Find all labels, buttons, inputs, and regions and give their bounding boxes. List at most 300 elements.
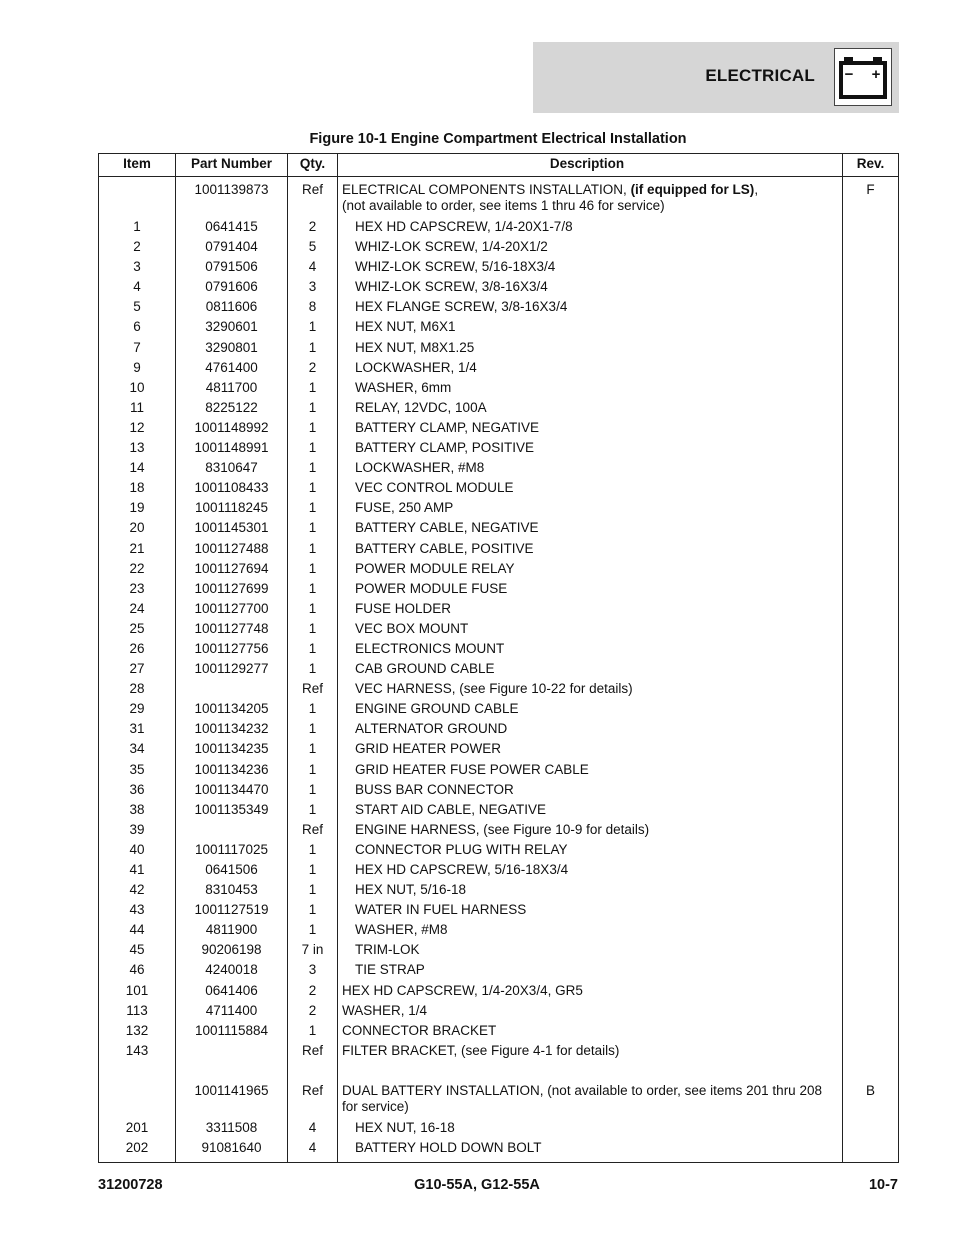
cell-qty: 1 xyxy=(308,460,317,476)
cell-part: 0791606 xyxy=(205,279,258,295)
cell-part: 91081640 xyxy=(201,1140,262,1156)
cell-description xyxy=(342,962,836,982)
cell-qty: 1 xyxy=(308,520,317,536)
cell-part: 0641506 xyxy=(205,862,258,877)
cell-item: 18 xyxy=(129,480,145,496)
cell-description xyxy=(342,219,836,239)
cell-description xyxy=(342,400,836,420)
cell-description xyxy=(342,1063,836,1083)
cell-item: 13 xyxy=(129,440,145,456)
description-text: GRID HEATER POWER xyxy=(355,741,502,757)
cell-qty: 1 xyxy=(308,721,317,737)
cell-item: 201 xyxy=(125,1119,149,1135)
cell-description xyxy=(342,500,836,520)
cell-part: 1001117025 xyxy=(194,841,269,857)
cell-qty: 1 xyxy=(308,902,317,918)
cell-description xyxy=(342,561,836,581)
cell-part: 1001118245 xyxy=(194,500,269,516)
cell-description xyxy=(342,641,836,661)
cell-qty: 1 xyxy=(308,319,317,335)
cell-qty: 7 in xyxy=(301,942,324,958)
cell-part: 0791506 xyxy=(205,259,258,275)
cell-description xyxy=(342,1043,836,1063)
cell-part: 0641406 xyxy=(205,982,258,998)
description-text: WASHER, 6mm xyxy=(355,379,452,395)
cell-part: 3311508 xyxy=(205,1119,258,1135)
description-text: BATTERY HOLD DOWN BOLT xyxy=(355,1140,542,1156)
description-text: VEC BOX MOUNT xyxy=(355,620,469,636)
description-text: WASHER, #M8 xyxy=(355,922,448,938)
cell-part: 1001127694 xyxy=(194,560,269,576)
cell-part: 3290601 xyxy=(205,319,258,335)
cell-rev xyxy=(843,762,898,782)
description-text: CONNECTOR PLUG WITH RELAY xyxy=(355,841,568,857)
cell-description xyxy=(342,520,836,540)
cell-qty: 1 xyxy=(308,801,317,817)
cell-description xyxy=(342,701,836,721)
cell-item: 34 xyxy=(129,741,145,757)
cell-item: 26 xyxy=(129,640,145,656)
cell-rev: F xyxy=(866,182,875,197)
cell-qty: Ref xyxy=(301,182,323,197)
header-rev: Rev. xyxy=(856,156,885,171)
cell-item: 202 xyxy=(125,1140,149,1156)
cell-qty: 2 xyxy=(308,219,317,234)
cell-rev xyxy=(843,862,898,882)
cell-rev xyxy=(843,259,898,279)
cell-description xyxy=(342,902,836,922)
cell-qty: 3 xyxy=(308,962,317,978)
cell-rev xyxy=(843,1003,898,1023)
cell-description xyxy=(342,621,836,641)
cell-item: 3 xyxy=(133,259,141,275)
cell-qty: 1 xyxy=(308,862,317,877)
cell-rev: B xyxy=(865,1082,875,1098)
cell-part: 1001134236 xyxy=(194,761,269,777)
cell-description xyxy=(342,983,836,1003)
cell-item: 27 xyxy=(129,661,145,677)
cell-rev xyxy=(843,420,898,440)
cell-rev xyxy=(843,922,898,942)
cell-qty: 1 xyxy=(308,580,317,596)
cell-description xyxy=(342,340,836,360)
cell-description xyxy=(342,360,836,380)
cell-part: 1001115884 xyxy=(194,1022,269,1038)
cell-description xyxy=(342,802,836,822)
cell-rev xyxy=(843,480,898,500)
cell-description xyxy=(342,741,836,761)
cell-description xyxy=(342,661,836,681)
description-text: WHIZ-LOK SCREW, 1/4-20X1/2 xyxy=(355,239,548,255)
cell-item: 19 xyxy=(129,500,145,516)
cell-description xyxy=(342,259,836,279)
cell-item: 20 xyxy=(129,520,145,536)
cell-item: 31 xyxy=(129,721,145,737)
cell-qty: 1 xyxy=(308,701,317,717)
description-text: ELECTRICAL COMPONENTS INSTALLATION, xyxy=(342,182,631,197)
description-text: HEX NUT, 5/16-18 xyxy=(355,882,467,898)
cell-description xyxy=(342,681,836,701)
cell-item: 46 xyxy=(129,962,145,978)
cell-part: 0791404 xyxy=(205,239,258,255)
description-text: BUSS BAR CONNECTOR xyxy=(355,781,514,797)
cell-rev xyxy=(843,340,898,360)
cell-rev xyxy=(843,721,898,741)
cell-part: 4811900 xyxy=(205,922,258,938)
cell-item: 9 xyxy=(133,359,141,375)
description-text: FILTER BRACKET, (see Figure 4-1 for details) xyxy=(342,1042,620,1058)
cell-rev xyxy=(843,1043,898,1063)
description-text: WATER IN FUEL HARNESS xyxy=(355,902,527,918)
cell-qty: 1 xyxy=(308,741,317,757)
cell-rev xyxy=(843,360,898,380)
cell-part: 1001134232 xyxy=(194,721,269,737)
rev-column xyxy=(843,177,898,1162)
cell-description xyxy=(342,762,836,782)
cell-qty: 1 xyxy=(308,399,317,415)
cell-rev xyxy=(843,319,898,339)
description-text: HEX HD CAPSCREW, 1/4-20X3/4, GR5 xyxy=(342,982,583,998)
cell-qty: 1 xyxy=(308,500,317,516)
cell-description xyxy=(342,279,836,299)
cell-description xyxy=(342,922,836,942)
cell-qty: 4 xyxy=(308,1140,317,1156)
cell-rev xyxy=(843,1023,898,1043)
cell-item: 6 xyxy=(133,319,141,335)
cell-item: 11 xyxy=(129,399,144,415)
cell-item: 29 xyxy=(129,701,145,717)
cell-part xyxy=(176,1043,287,1063)
cell-qty: Ref xyxy=(301,1082,323,1098)
cell-part: 1001134470 xyxy=(194,781,269,797)
description-text: LOCKWASHER, #M8 xyxy=(355,460,485,476)
cell-description xyxy=(342,1120,836,1140)
cell-qty: 1 xyxy=(308,640,317,656)
cell-item: 28 xyxy=(129,681,145,697)
cell-item: 45 xyxy=(129,942,145,958)
section-title: ELECTRICAL xyxy=(705,66,815,85)
cell-qty: 2 xyxy=(308,982,317,998)
cell-rev xyxy=(843,661,898,681)
cell-qty: 1 xyxy=(308,781,317,797)
battery-icon xyxy=(834,48,892,106)
parts-table xyxy=(98,153,899,1163)
cell-rev xyxy=(843,581,898,601)
cell-item: 143 xyxy=(125,1042,149,1058)
cell-qty: 8 xyxy=(308,299,317,315)
cell-part: 1001127519 xyxy=(194,902,269,918)
cell-part: 8310453 xyxy=(205,882,258,898)
cell-part: 4761400 xyxy=(205,359,258,375)
cell-description xyxy=(342,822,836,842)
cell-description xyxy=(342,480,836,500)
cell-qty: 5 xyxy=(308,239,317,255)
cell-part: 1001135349 xyxy=(194,801,269,817)
battery-icon-graphic xyxy=(835,49,891,105)
cell-part: 1001127748 xyxy=(194,620,269,636)
cell-description xyxy=(342,1023,836,1043)
cell-item: 44 xyxy=(129,922,145,938)
description-text: START AID CABLE, NEGATIVE xyxy=(355,801,547,817)
description-text: HEX NUT, M6X1 xyxy=(355,319,456,335)
cell-description xyxy=(342,1083,836,1120)
description-text: FUSE HOLDER xyxy=(355,600,452,616)
cell-part xyxy=(176,822,287,842)
qty-column xyxy=(288,177,338,1162)
cell-part: 3290801 xyxy=(205,339,258,355)
cell-rev xyxy=(843,962,898,982)
cell-qty: Ref xyxy=(301,821,323,837)
battery-plus-sign: + xyxy=(871,66,881,83)
description-text: CAB GROUND CABLE xyxy=(355,661,495,677)
description-text: DUAL BATTERY INSTALLATION, (not available to order, see items 201 thru 208 for service) xyxy=(342,1082,822,1114)
description-text: WHIZ-LOK SCREW, 5/16-18X3/4 xyxy=(355,259,556,275)
cell-part: 1001127488 xyxy=(194,540,269,556)
cell-item xyxy=(99,1083,175,1120)
cell-item: 1 xyxy=(133,219,141,234)
cell-rev xyxy=(843,802,898,822)
cell-rev xyxy=(843,782,898,802)
description-text: HEX NUT, M8X1.25 xyxy=(355,339,475,355)
cell-description xyxy=(342,782,836,802)
cell-qty: 4 xyxy=(308,259,317,275)
cell-rev xyxy=(843,299,898,319)
cell-rev xyxy=(843,1063,898,1083)
cell-part: 8225122 xyxy=(205,399,258,415)
cell-rev xyxy=(843,902,898,922)
description-text: HEX NUT, 16-18 xyxy=(355,1119,455,1135)
header-part-number: Part Number xyxy=(176,154,288,176)
part-number-column xyxy=(176,177,288,1162)
description-text: TRIM-LOK xyxy=(355,942,420,958)
cell-rev xyxy=(843,601,898,621)
cell-item: 113 xyxy=(126,1002,148,1018)
cell-qty: 1 xyxy=(308,761,317,777)
cell-qty: 1 xyxy=(308,600,317,616)
cell-rev xyxy=(843,440,898,460)
cell-qty: 1 xyxy=(308,540,317,556)
description-bold-note: (if equipped for LS) xyxy=(630,182,755,197)
cell-qty: 1 xyxy=(308,339,317,355)
cell-rev xyxy=(843,621,898,641)
cell-rev xyxy=(843,239,898,259)
cell-qty: 1 xyxy=(308,480,317,496)
item-column xyxy=(99,177,176,1162)
cell-qty: 1 xyxy=(308,620,317,636)
description-text: POWER MODULE FUSE xyxy=(355,580,508,596)
cell-item: 101 xyxy=(125,982,149,998)
cell-part: 1001134205 xyxy=(194,701,269,717)
cell-item: 2 xyxy=(133,239,141,255)
cell-qty: 1 xyxy=(308,440,317,456)
cell-description xyxy=(342,842,836,862)
cell-description xyxy=(342,319,836,339)
cell-item: 5 xyxy=(133,299,141,315)
cell-qty: 1 xyxy=(308,419,317,435)
cell-item: 12 xyxy=(129,419,145,435)
cell-qty xyxy=(288,1063,337,1083)
cell-qty: 1 xyxy=(308,661,317,677)
description-text: VEC HARNESS, (see Figure 10-22 for details) xyxy=(355,681,633,697)
cell-part: 1001141965 xyxy=(194,1082,269,1098)
cell-qty: Ref xyxy=(301,681,323,697)
cell-part: 1001108433 xyxy=(194,480,269,496)
cell-item: 42 xyxy=(129,882,145,898)
table-body xyxy=(99,177,898,1162)
cell-part: 1001127756 xyxy=(194,640,269,656)
cell-rev xyxy=(843,983,898,1003)
cell-description xyxy=(342,601,836,621)
description-text: ENGINE GROUND CABLE xyxy=(355,701,519,717)
cell-rev xyxy=(843,741,898,761)
cell-item: 22 xyxy=(129,560,145,576)
cell-part xyxy=(176,681,287,701)
cell-part xyxy=(176,1063,287,1083)
cell-item: 35 xyxy=(129,761,145,777)
cell-item: 21 xyxy=(129,540,145,556)
cell-rev xyxy=(843,219,898,239)
description-text: RELAY, 12VDC, 100A xyxy=(355,399,487,415)
cell-item: 39 xyxy=(129,821,145,837)
cell-part: 4240018 xyxy=(205,962,258,978)
battery-minus-sign: − xyxy=(844,66,854,83)
description-text: HEX HD CAPSCREW, 1/4-20X1-7/8 xyxy=(355,219,573,234)
header-item: Item xyxy=(99,154,176,176)
cell-qty: 1 xyxy=(308,1022,317,1038)
cell-part: 4711400 xyxy=(205,1002,258,1018)
cell-rev xyxy=(843,942,898,962)
cell-item: 40 xyxy=(129,841,145,857)
cell-description xyxy=(342,1140,836,1160)
cell-item: 4 xyxy=(133,279,141,295)
cell-part: 0811606 xyxy=(205,299,258,315)
description-second-line: (not available to order, see items 1 thru 46 for service) xyxy=(342,198,665,213)
description-text: BATTERY CLAMP, NEGATIVE xyxy=(355,419,540,435)
cell-rev xyxy=(843,561,898,581)
cell-rev xyxy=(843,681,898,701)
description-tail: , xyxy=(754,182,759,197)
cell-rev xyxy=(843,1140,898,1160)
table-header xyxy=(99,154,898,177)
description-text: GRID HEATER FUSE POWER CABLE xyxy=(355,761,589,777)
cell-part: 8310647 xyxy=(205,460,258,476)
description-text: CONNECTOR BRACKET xyxy=(342,1022,497,1038)
cell-qty: 1 xyxy=(308,841,317,857)
description-text: ENGINE HARNESS, (see Figure 10-9 for details) xyxy=(355,821,650,837)
header-description: Description xyxy=(338,154,843,176)
cell-rev xyxy=(843,400,898,420)
cell-description xyxy=(342,862,836,882)
cell-rev xyxy=(843,460,898,480)
description-text: HEX FLANGE SCREW, 3/8-16X3/4 xyxy=(355,299,568,315)
description-text: VEC CONTROL MODULE xyxy=(355,480,514,496)
description-text: WHIZ-LOK SCREW, 3/8-16X3/4 xyxy=(355,279,548,295)
footer-model: G10-55A, G12-55A xyxy=(414,1177,540,1193)
cell-part: 1001127700 xyxy=(194,600,269,616)
description-text: BATTERY CLAMP, POSITIVE xyxy=(355,440,535,456)
cell-part: 1001127699 xyxy=(194,580,269,596)
cell-qty: 1 xyxy=(308,379,317,395)
cell-rev xyxy=(843,380,898,400)
header-qty: Qty. xyxy=(288,154,338,176)
cell-rev xyxy=(843,279,898,299)
cell-part: 1001139873 xyxy=(194,182,269,197)
cell-rev xyxy=(843,520,898,540)
description-text: HEX HD CAPSCREW, 5/16-18X3/4 xyxy=(355,862,569,877)
section-header xyxy=(533,42,899,113)
figure-title: Figure 10-1 Engine Compartment Electrical Installation xyxy=(309,131,687,147)
cell-part: 1001148992 xyxy=(194,419,269,435)
cell-description xyxy=(342,182,836,219)
cell-rev xyxy=(843,701,898,721)
cell-qty: 2 xyxy=(308,359,317,375)
cell-item: 41 xyxy=(129,862,145,877)
footer-page-number: 10-7 xyxy=(868,1177,898,1193)
cell-item xyxy=(99,182,175,219)
cell-rev xyxy=(843,641,898,661)
cell-part: 1001148991 xyxy=(194,440,269,456)
cell-item: 24 xyxy=(129,600,145,616)
description-text: POWER MODULE RELAY xyxy=(355,560,515,576)
cell-item: 14 xyxy=(129,460,145,476)
cell-description xyxy=(342,440,836,460)
cell-qty: 1 xyxy=(308,560,317,576)
cell-qty: 2 xyxy=(308,1002,317,1018)
cell-item: 43 xyxy=(129,902,145,918)
description-text: TIE STRAP xyxy=(355,962,425,978)
cell-rev xyxy=(843,882,898,902)
cell-item: 25 xyxy=(129,620,145,636)
description-column xyxy=(338,177,843,1162)
description-text: ALTERNATOR GROUND xyxy=(355,721,508,737)
cell-description xyxy=(342,541,836,561)
cell-description xyxy=(342,299,836,319)
cell-item: 36 xyxy=(129,781,145,797)
description-text: FUSE, 250 AMP xyxy=(355,500,454,516)
cell-description xyxy=(342,1003,836,1023)
cell-part: 4811700 xyxy=(205,379,258,395)
cell-qty: 3 xyxy=(308,279,317,295)
cell-item xyxy=(99,1063,175,1083)
cell-description xyxy=(342,420,836,440)
description-text: BATTERY CABLE, NEGATIVE xyxy=(355,520,539,536)
cell-rev xyxy=(843,822,898,842)
cell-description xyxy=(342,239,836,259)
cell-rev xyxy=(843,541,898,561)
cell-part: 90206198 xyxy=(201,942,262,958)
cell-item: 132 xyxy=(125,1022,149,1038)
cell-description xyxy=(342,581,836,601)
cell-part: 1001145301 xyxy=(194,520,269,536)
cell-description xyxy=(342,460,836,480)
cell-qty: Ref xyxy=(301,1042,323,1058)
cell-item: 7 xyxy=(133,339,141,355)
cell-description xyxy=(342,882,836,902)
cell-part: 1001129277 xyxy=(194,661,269,677)
cell-item: 38 xyxy=(129,801,145,817)
cell-rev xyxy=(843,842,898,862)
cell-rev xyxy=(843,500,898,520)
cell-qty: 1 xyxy=(308,922,317,938)
description-text: ELECTRONICS MOUNT xyxy=(355,640,505,656)
description-text: LOCKWASHER, 1/4 xyxy=(355,359,477,375)
footer-doc-number: 31200728 xyxy=(98,1177,163,1193)
description-text: WASHER, 1/4 xyxy=(342,1002,428,1018)
cell-part: 0641415 xyxy=(205,219,258,234)
cell-description xyxy=(342,942,836,962)
cell-qty: 1 xyxy=(308,882,317,898)
description-text: BATTERY CABLE, POSITIVE xyxy=(355,540,534,556)
